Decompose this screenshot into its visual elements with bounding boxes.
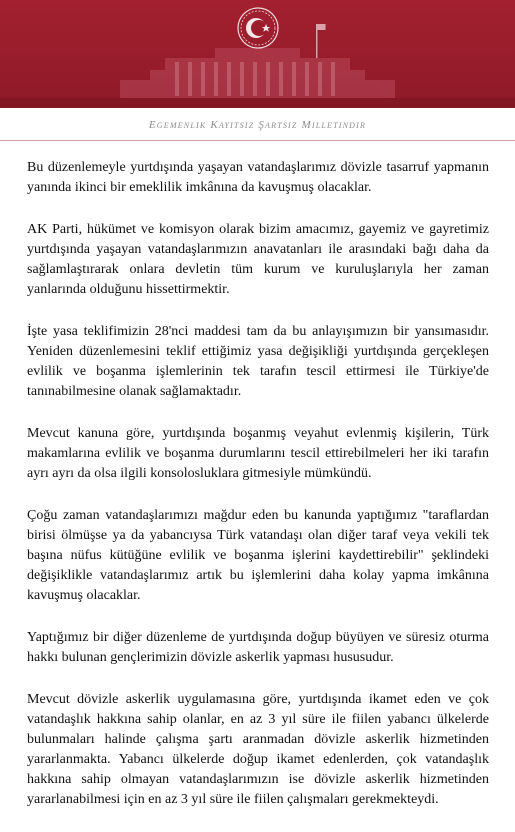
- paragraph-2: AK Parti, hükümet ve komisyon olarak bizim amacımız, gayemiz ve gayretimiz yurtdışında yaşayan vatandaşlarımızın anavatanları ile arasındaki bağı daha da sağlamlaştırarak onlara devletin tüm kurum ve kuruluşlarıyla her zaman yanlarında olduğunu hissettirmektir.: [27, 222, 489, 297]
- paragraph-5: Çoğu zaman vatandaşlarımızı mağdur eden bu kanunda yaptığımız "taraflardan birisi ölmüşse ya da yabancıysa Türk vatandaşı olan diğer taraf veya vekili tek başına nüfus kütüğüne evlilik ve boşanma işlerini kaydettirebilir" şeklindeki değişiklikle vatandaşlarımız artık bu işlemlerini daha kolay yapma imkânına kavuşmuş olacaklar.: [27, 508, 489, 603]
- header-banner: [0, 0, 515, 108]
- document-body: [27, 158, 489, 832]
- paragraph-6: Yaptığımız bir diğer düzenleme de yurtdışında doğup büyüyen ve süresiz oturma hakkı bulunan gençlerimizin dövizle askerlik yapması hususudur.: [27, 630, 489, 665]
- crescent-star-emblem-icon: [236, 6, 280, 50]
- paragraph-3: İşte yasa teklifimizin 28'nci maddesi tam da bu anlayışımızın bir yansımasıdır. Yeniden düzenlemesini teklif ettiğimiz yasa değişikliği yurtdışında gerçekleşen evlilik ve boşanma işlemlerinin tek tarafın tescil ettirmesi ile Türkiye'de tanınabilmesine olanak sağlamaktadır.: [27, 324, 489, 399]
- motto-text: Egemenlik Kayıtsız Şartsız Milletindir: [148, 119, 367, 131]
- paragraph-4: Mevcut kanuna göre, yurtdışında boşanmış veyahut evlenmiş kişilerin, Türk makamlarına evlilik ve boşanma durumlarını tescil ettirebilmeleri her iki tarafın ayrı ayrı da olsa ilgili konsolosluklara gitmesiyle mümkündü.: [27, 426, 489, 481]
- paragraph-7: Mevcut dövizle askerlik uygulamasına göre, yurtdışında ikamet eden ve çok vatandaşlık hakkına sahip olanlar, en az 3 yıl süre ile fiilen yabancı ülkelerde bulunmaları halinde çalışma şartı aranmadan dövizle askerlik hizmetinden yararlanmakta. Yabancı ülkelerde doğup ikamet edenlerden, çok vatandaşlık hakkına sahip olmayan vatandaşlarımızın ise dövizle askerlik hizmetinden yararlanabilmesi için en az 3 yıl süre ile fiilen çalışmaları gerekmekteydi.: [27, 692, 489, 807]
- paragraph-1: Bu düzenlemeyle yurtdışında yaşayan vatandaşlarımız dövizle tasarruf yapmanın yanında ikinci bir emeklilik imkânına da kavuşmuş olacaklar.: [27, 160, 489, 195]
- motto-bar: [0, 108, 515, 141]
